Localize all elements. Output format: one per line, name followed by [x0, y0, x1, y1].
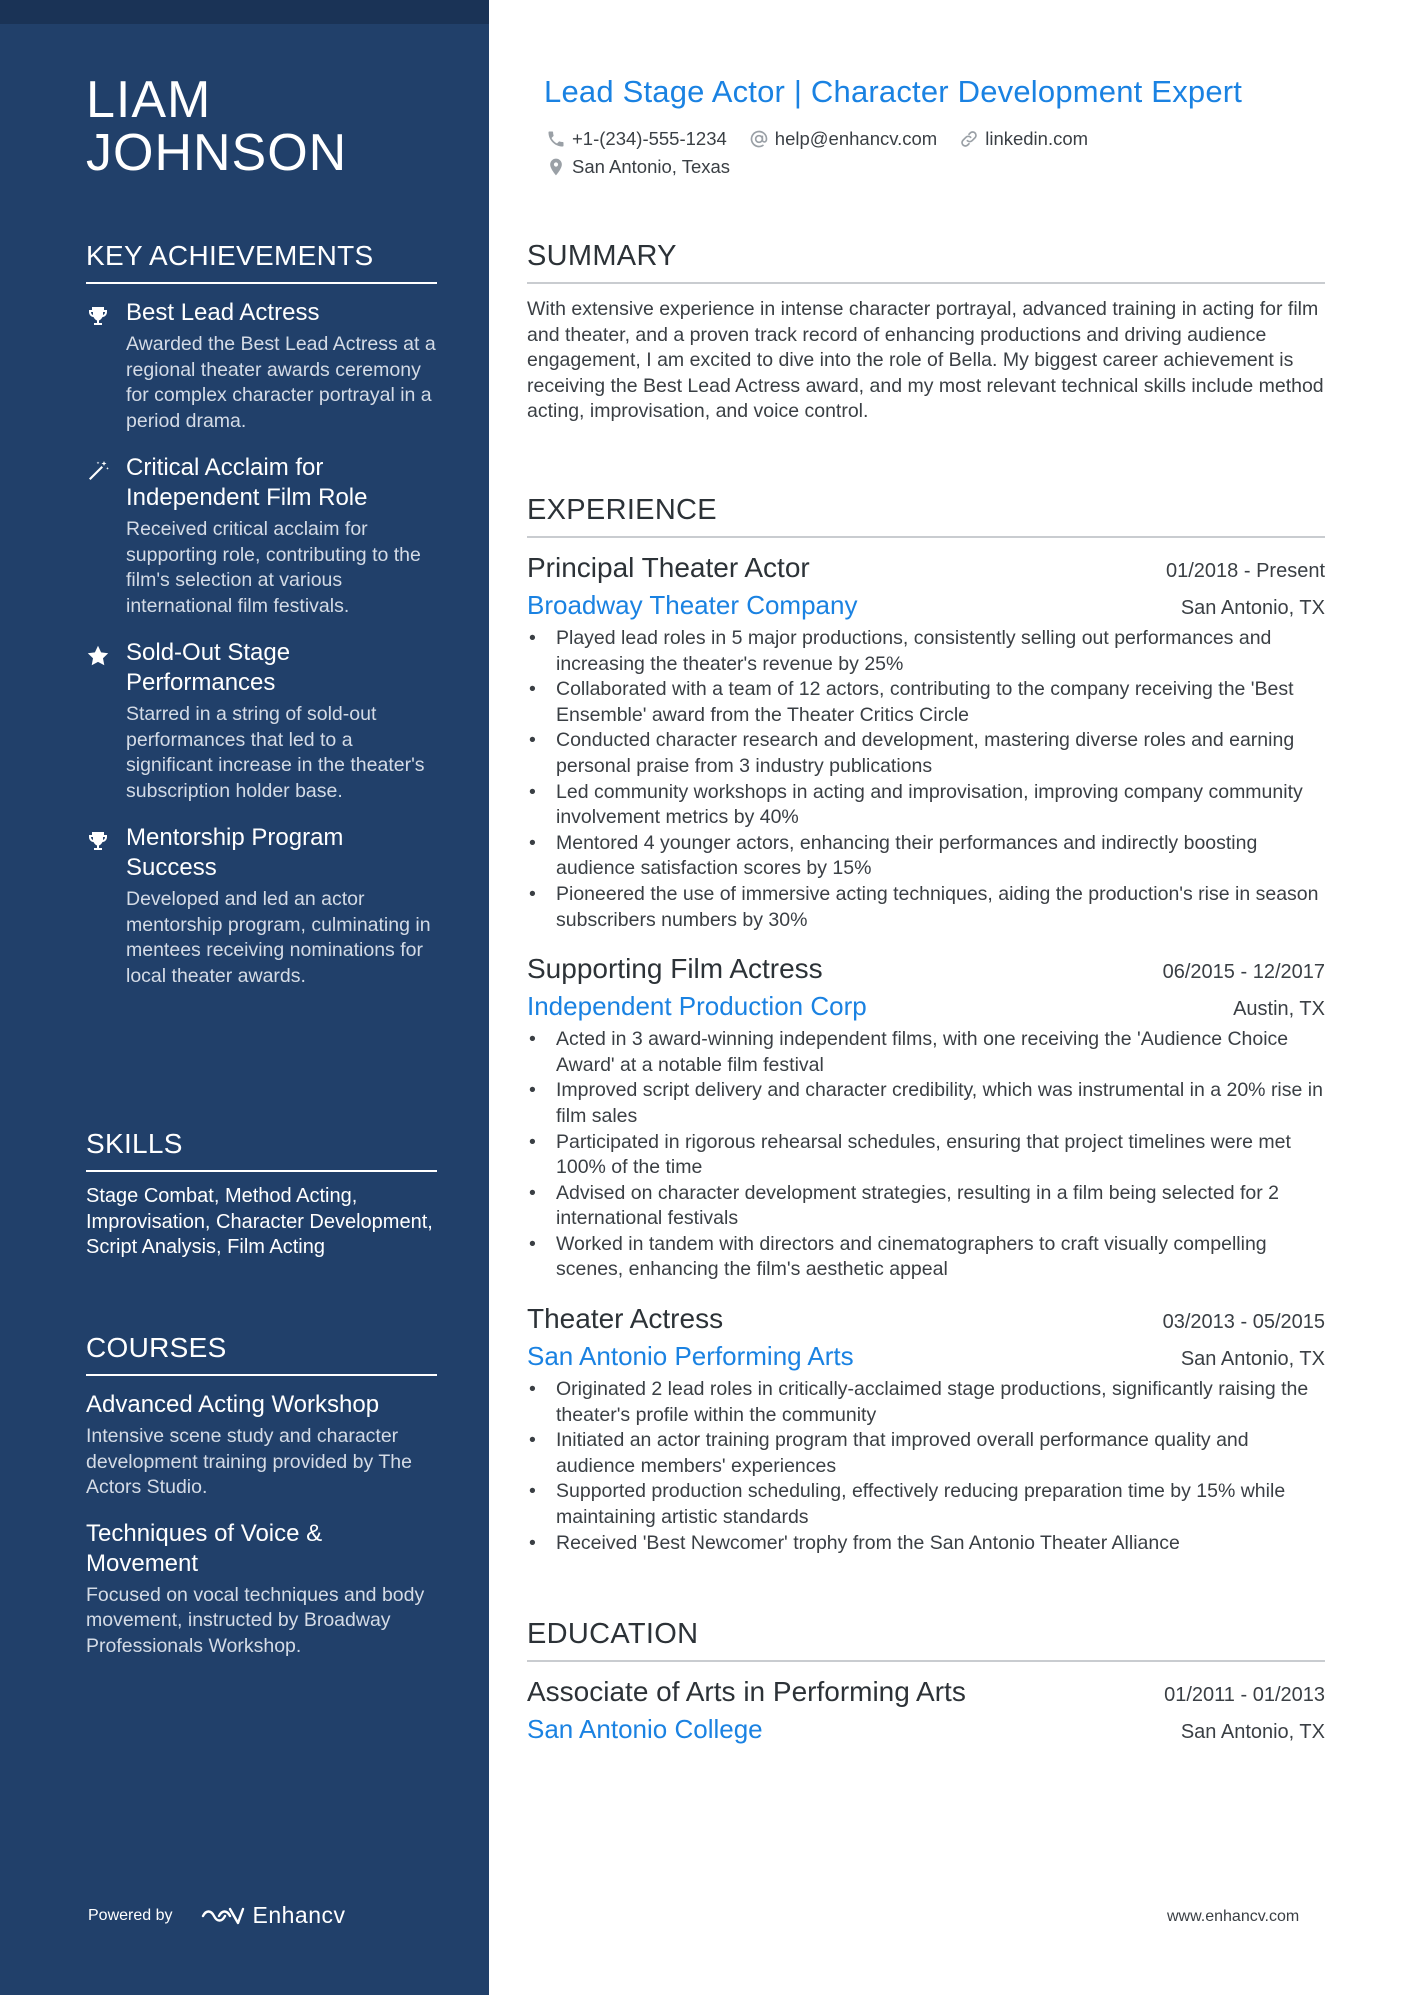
email-text: help@enhancv.com — [774, 128, 938, 149]
job-bullets — [527, 1027, 1325, 1283]
job-company: San Antonio Performing Arts — [527, 1341, 854, 1372]
bullet-item: • Initiated an actor training program that improved overall performance quality and audience members' experiences — [527, 1428, 1325, 1479]
bullet-item: • Participated in rigorous rehearsal schedules, ensuring that project timelines were met 100% of the time — [527, 1130, 1325, 1181]
powered-by-label: Powered by — [88, 1906, 173, 1924]
bullet-item: • Mentored 4 younger actors, enhancing their performances and indirectly boosting audience satisfaction scores by 15% — [527, 831, 1325, 882]
bullet-item: • Originated 2 lead roles in critically-acclaimed stage productions, significantly raising the theater's profile within the community — [527, 1377, 1325, 1428]
achievement-title: Mentorship Program Success — [126, 824, 344, 881]
job-title: Supporting Film Actress — [527, 953, 823, 985]
sidebar — [0, 0, 489, 1995]
course-item — [86, 1390, 437, 1501]
candidate-name — [86, 71, 348, 182]
location-row — [546, 156, 752, 178]
achievement-desc: Starred in a string of sold-out performances that led to a significant increase in the theater's subscription holder base. — [126, 703, 425, 802]
job-dates: 06/2015 - 12/2017 — [1162, 961, 1325, 984]
job-company: Broadway Theater Company — [527, 590, 858, 620]
sidebar-top-bar — [0, 0, 489, 24]
bullet-item: • Led community workshops in acting and improvisation, improving company community involvement metrics by 40% — [527, 780, 1325, 831]
job-entry — [527, 550, 1325, 933]
bullet-item: • Pioneered the use of immersive acting techniques, aiding the production's rise in season subscribers numbers by 30% — [527, 882, 1325, 933]
experience-heading: EXPERIENCE — [527, 492, 1325, 538]
powered-by — [88, 1902, 346, 1929]
experience-section — [527, 492, 1325, 1556]
footer-url[interactable]: www.enhancv.com — [1167, 1908, 1300, 1925]
job-location: San Antonio, TX — [1180, 597, 1325, 619]
skills-heading: SKILLS — [86, 1126, 437, 1172]
skills-section — [86, 1126, 437, 1261]
achievement-item — [86, 298, 437, 434]
skills-list: Stage Combat, Method Acting, Improvisation, Character Development, Script Analysis, Film Acting — [86, 1185, 433, 1258]
summary-section — [527, 238, 1325, 425]
job-entry — [527, 1301, 1325, 1556]
bullet-item: • Conducted character research and development, mastering diverse roles and earning personal praise from 3 industry publications — [527, 728, 1325, 779]
achievements-heading: KEY ACHIEVEMENTS — [86, 238, 437, 284]
course-title: Techniques of Voice & Movement — [86, 1519, 323, 1577]
achievements-section — [86, 238, 437, 1008]
enhancv-logo-icon — [199, 1904, 245, 1928]
course-item — [86, 1519, 437, 1660]
job-entry — [527, 951, 1325, 1283]
bullet-item: • Supported production scheduling, effectively reducing preparation time by 15% while maintaining artistic standards — [527, 1479, 1325, 1530]
magic-wand-icon — [86, 459, 112, 485]
contact-row — [546, 128, 1110, 150]
trophy-icon — [86, 829, 112, 855]
job-title: Principal Theater Actor — [527, 552, 810, 583]
achievement-title: Critical Acclaim for Independent Film Role — [126, 454, 368, 511]
at-icon — [749, 129, 769, 149]
achievement-item — [86, 823, 437, 989]
achievement-item — [86, 638, 437, 804]
email[interactable] — [749, 128, 937, 150]
bullet-item: • Received 'Best Newcomer' trophy from the San Antonio Theater Alliance — [527, 1531, 1325, 1557]
job-dates: 01/2018 - Present — [1166, 560, 1325, 582]
linkedin-text: linkedin.com — [985, 128, 1089, 149]
bullet-item: • Improved script delivery and character credibility, which was instrumental in a 20% rise in film sales — [527, 1078, 1325, 1129]
bullet-item: • Collaborated with a team of 12 actors, contributing to the company receiving the 'Best Ensemble' award from the Theater Critics Circle — [527, 677, 1325, 728]
achievement-title: Best Lead Actress — [126, 299, 320, 326]
phone-text: +1-(234)-555-1234 — [572, 128, 727, 149]
linkedin[interactable] — [959, 128, 1088, 150]
achievement-item — [86, 453, 437, 619]
job-location: San Antonio, TX — [1180, 1348, 1325, 1371]
link-icon — [959, 129, 979, 149]
school-name: San Antonio College — [527, 1714, 763, 1744]
summary-heading: SUMMARY — [527, 238, 1325, 284]
achievement-desc: Awarded the Best Lead Actress at a regional theater awards ceremony for complex character portrayal in a period drama. — [126, 333, 436, 432]
summary-text: With extensive experience in intense character portrayal, advanced training in acting for film and theater, and a proven track record of enhancing productions and driving audience engagement, I am excited to dive into the role of Bella. My biggest career achievement is receiving the Best Lead Actress award, and my most relevant technical skills include method acting, improvisation, and voice control. — [527, 298, 1324, 423]
brand-name: Enhancv — [252, 1902, 346, 1928]
location — [546, 156, 730, 178]
job-location: Austin, TX — [1233, 998, 1325, 1021]
education-dates: 01/2011 - 01/2013 — [1164, 1684, 1325, 1706]
phone-icon — [546, 129, 566, 149]
achievement-title: Sold-Out Stage Performances — [126, 639, 291, 696]
degree-title: Associate of Arts in Performing Arts — [527, 1676, 966, 1707]
location-pin-icon — [546, 157, 566, 177]
course-desc: Intensive scene study and character development training provided by The Actors Studio. — [86, 1425, 412, 1498]
bullet-item: • Worked in tandem with directors and cinematographers to craft visually compelling scenes, enhancing the film's aesthetic appeal — [527, 1232, 1325, 1283]
courses-section — [86, 1330, 437, 1677]
location-text: San Antonio, Texas — [572, 156, 731, 177]
education-location: San Antonio, TX — [1180, 1721, 1325, 1743]
education-heading: EDUCATION — [527, 1616, 1325, 1662]
job-bullets — [527, 626, 1325, 933]
course-desc: Focused on vocal techniques and body movement, instructed by Broadway Professionals Workshop. — [86, 1583, 425, 1657]
education-entry — [527, 1674, 1325, 1746]
trophy-icon — [86, 304, 112, 330]
headline: Lead Stage Actor | Character Development Expert — [544, 74, 1243, 109]
courses-heading: COURSES — [86, 1330, 437, 1376]
enhancv-logo[interactable] — [199, 1902, 346, 1929]
job-dates: 03/2013 - 05/2015 — [1162, 1311, 1325, 1334]
star-icon — [86, 644, 112, 670]
first-name: LIAM — [86, 71, 212, 129]
last-name: JOHNSON — [86, 124, 348, 182]
bullet-item: • Advised on character development strategies, resulting in a film being selected for 2 international festivals — [527, 1181, 1325, 1232]
job-company: Independent Production Corp — [527, 991, 867, 1022]
phone[interactable] — [546, 128, 727, 150]
education-section — [527, 1616, 1325, 1746]
bullet-item: • Acted in 3 award-winning independent films, with one receiving the 'Audience Choice Award' at a notable film festival — [527, 1027, 1325, 1078]
course-title: Advanced Acting Workshop — [86, 1391, 380, 1418]
achievement-desc: Received critical acclaim for supporting role, contributing to the film's selection at various international film festivals. — [126, 518, 421, 617]
bullet-item: • Played lead roles in 5 major productions, consistently selling out performances and increasing the theater's revenue by 25% — [527, 626, 1325, 677]
job-bullets — [527, 1377, 1325, 1556]
achievement-desc: Developed and led an actor mentorship program, culminating in mentees receiving nominations for local theater awards. — [126, 888, 431, 987]
job-title: Theater Actress — [527, 1303, 724, 1335]
